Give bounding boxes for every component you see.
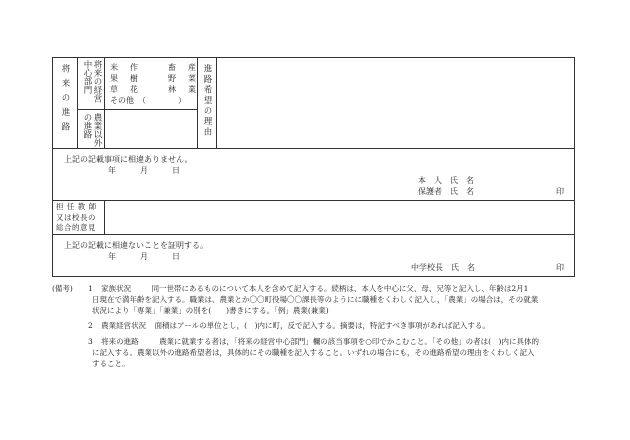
career-divider-3 — [197, 57, 198, 149]
confirm-date[interactable]: 年 月 日 — [108, 166, 180, 175]
note-item — [88, 320, 588, 331]
note-line: 同一世帯にあるものについて本人を含めて記入する。続柄は、本人を中心に父、母、兄等と記入し、年齢は2月1 — [151, 284, 529, 293]
note-line: に記入する。農業以外の進路希望者は，具体的にその職種を記入すること。いずれの場合にも，その進路希望の理由をくわしく記入 — [92, 348, 535, 357]
note-line: 面積はアールの単位とし，( )内に町，反で記入する。摘要は，特記すべき事項があれば記入する。 — [154, 321, 490, 330]
career-divider-1 — [77, 57, 78, 149]
certify-statement: 上記の記載に相違ないことを証明する。 — [64, 241, 208, 250]
note-title: 将来の進路 — [101, 337, 139, 346]
note-number: 3 — [88, 337, 93, 346]
note-title: 家族状況 — [101, 284, 132, 293]
note-item — [88, 283, 588, 316]
student-name-label: 本 人 氏 名 — [418, 176, 474, 185]
reason-input[interactable] — [218, 58, 574, 148]
farm-options — [110, 62, 196, 106]
note-number: 1 — [88, 284, 93, 293]
principal-name-label: 中学校長 氏 名 — [411, 263, 475, 272]
guardian-seal[interactable]: 印 — [556, 187, 564, 196]
note-line: 日現在で満年齢を記入する。職業は、農業とか〇〇町役場〇〇課長等のようにに職種をくわしく記入し，「農業」の場合は，その就業 — [92, 295, 539, 304]
farm-option-other[interactable]: その他 （ ） — [110, 96, 186, 105]
teacher-divider — [104, 201, 105, 235]
note-line: 状況により「専業」「兼業」の別を( )書きにする。「例」農業(兼業) — [92, 306, 329, 315]
non-farm-label: 農業以外の進路 — [82, 113, 102, 147]
teacher-label: 担 任 教 師 又は校長の 総合的意見 — [56, 202, 97, 232]
farm-option-row[interactable]: 米 作 畜 産 — [110, 63, 196, 72]
guardian-name-label: 保護者 氏 名 — [418, 187, 474, 196]
note-line: すること。 — [92, 359, 130, 368]
note-line: 農業に就業する者は，「将来の経営中心部門」欄の該当事項を○印でかこむこと。「その他」の者は( )内に具体的 — [159, 337, 539, 346]
career-divider-4 — [216, 57, 217, 149]
career-hdivider — [77, 109, 197, 110]
non-farm-input[interactable] — [106, 111, 196, 148]
career-divider-2 — [104, 57, 105, 149]
principal-seal[interactable]: 印 — [556, 263, 564, 272]
reason-label: 進路希望の理由 — [202, 64, 212, 138]
confirm-statement: 上記の記載事項に相違ありません。 — [64, 155, 193, 164]
farm-option-row[interactable]: 果 樹 野 菜 — [110, 74, 196, 83]
note-title: 農業経営状況 — [101, 321, 147, 330]
note-item — [88, 336, 588, 369]
note-number: 2 — [88, 321, 93, 330]
teacher-opinion-input[interactable] — [106, 202, 574, 234]
career-main-label: 将来の進路 — [60, 64, 70, 137]
farm-option-row[interactable]: 草 花 林 業 — [110, 85, 196, 94]
notes-heading: (備考) — [52, 284, 73, 293]
certify-date[interactable]: 年 月 日 — [108, 252, 180, 261]
farm-main-label: 将来の経営中心部門 — [82, 60, 102, 103]
